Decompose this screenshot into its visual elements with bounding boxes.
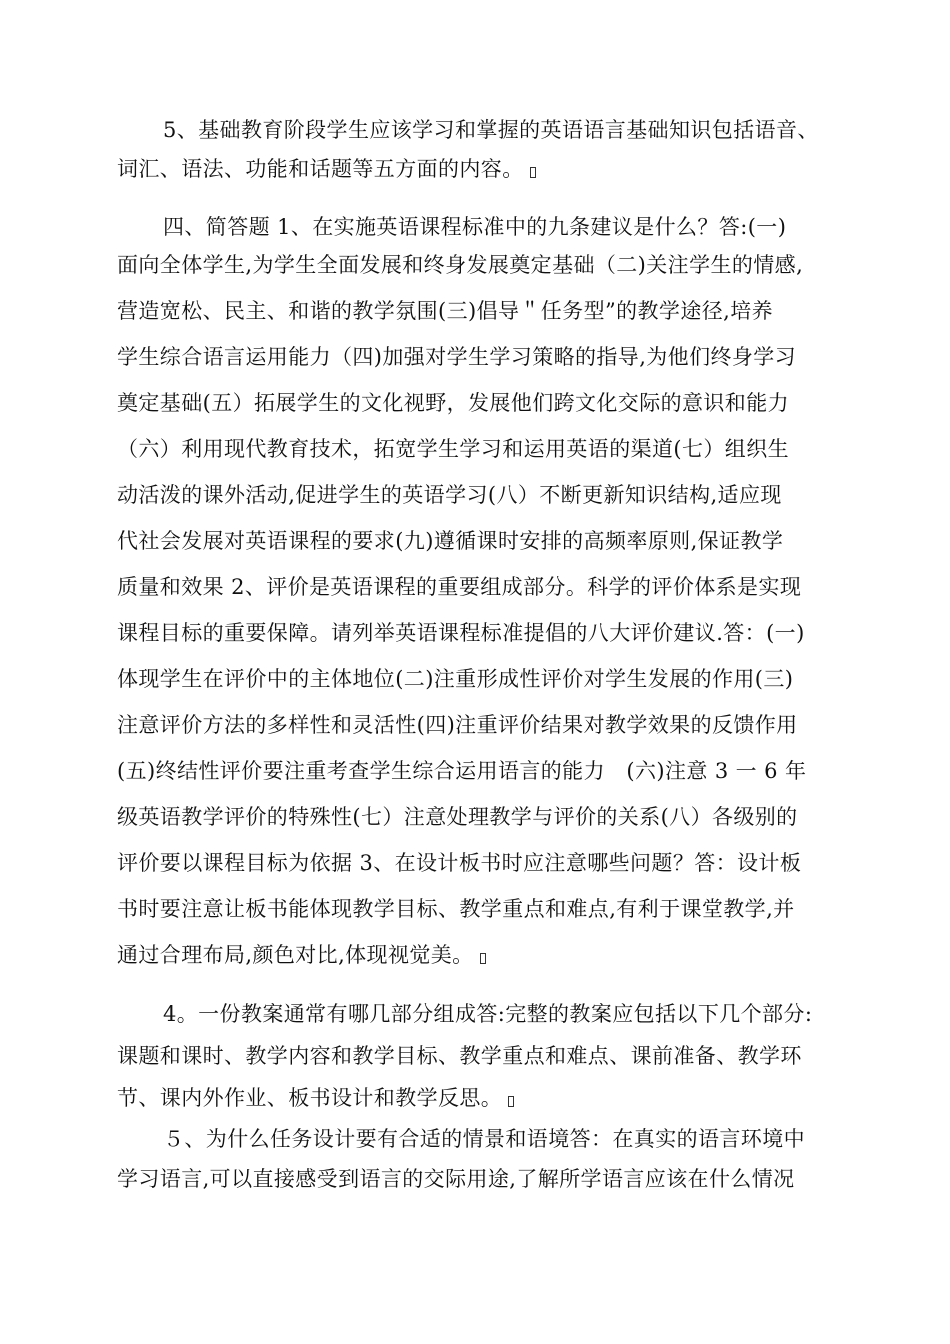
text-line-content: 体现学生在评价中的主体地位(二)注重形成性评价对学生发展的作用(三) [117,667,794,691]
text-line-content: 课题和课时、教学内容和教学目标、教学重点和难点、课前准备、教学环 [117,1044,802,1068]
paragraph-mark-icon [530,167,536,178]
text-line [117,389,789,417]
text-line-content: 面向全体学生,为学生全面发展和终身发展奠定基础（二)关注学生的情感, [117,253,804,277]
text-line-content: (五)终结性评价要注重考查学生综合运用语言的能力 (六)注意 3 一 6 年 [117,759,807,783]
text-line-content: 5、基础教育阶段学生应该学习和掌握的英语语言基础知识包括语音、 [163,118,819,142]
text-line [117,757,806,785]
text-line [117,1042,802,1070]
text-line-content: 节、课内外作业、板书设计和教学反思。 [117,1086,503,1110]
text-line [117,619,805,647]
text-line [163,116,819,144]
text-line-content: 通过合理布局,颜色对比,体现视觉美。 [117,943,474,967]
text-line [117,711,798,739]
text-line [117,665,793,693]
text-line [117,895,795,923]
text-line [117,941,486,969]
text-line [117,573,801,601]
text-line [117,343,796,371]
text-line-content: ５、为什么任务设计要有合适的情景和语境答：在真实的语言环境中 [163,1127,805,1151]
text-line [117,481,782,509]
text-line [163,213,786,241]
text-line-content: 课程目标的重要保障。请列举英语课程标准提倡的八大评价建议.答：(一) [117,621,805,645]
text-line-content: 营造宽松、民主、和谐的教学氛围(三)倡导＂任务型”的教学途径,培养 [117,299,773,323]
text-line-content: 质量和效果 2、评价是英语课程的重要组成部分。科学的评价体系是实现 [117,575,802,599]
text-line [117,435,789,463]
text-line-content: 动活泼的课外活动,促进学生的英语学习(八）不断更新知识结构,适应现 [117,483,782,507]
text-line-content: 奠定基础(五）拓展学生的文化视野，发展他们跨文化交际的意识和能力 [117,391,789,415]
text-line-content: 代社会发展对英语课程的要求(九)遵循课时安排的高频率原则,保证教学 [117,529,784,553]
paragraph-mark-icon [480,953,486,964]
text-line-content: 4。一份教案通常有哪几部分组成答:完整的教案应包括以下几个部分: [163,1002,813,1026]
text-line [163,1000,812,1028]
text-line [117,527,783,555]
text-line-content: 四、简答题 1、在实施英语课程标准中的九条建议是什么？答:(一) [163,215,787,239]
text-line [117,1084,514,1112]
text-line [117,803,798,831]
paragraph-mark-icon [508,1096,514,1107]
text-line-content: 评价要以课程目标为依据 3、在设计板书时应注意哪些问题？答：设计板 [117,851,802,875]
text-line [117,297,773,325]
text-line [117,1165,795,1193]
text-line-content: 学生综合语言运用能力（四)加强对学生学习策略的指导,为他们终身学习 [117,345,797,369]
text-line-content: 级英语教学评价的特殊性(七）注意处理教学与评价的关系(八）各级别的 [117,805,798,829]
text-line [117,155,536,183]
text-line-content: （六）利用现代教育技术，拓宽学生学习和运用英语的渠道(七）组织生 [117,437,789,461]
text-line [163,1125,805,1153]
text-line-content: 注意评价方法的多样性和灵活性(四)注重评价结果对教学效果的反馈作用 [117,713,798,737]
text-line [117,849,801,877]
text-line-content: 书时要注意让板书能体现教学目标、教学重点和难点,有利于课堂教学,并 [117,897,795,921]
text-line-content: 词汇、语法、功能和话题等五方面的内容。 [117,157,524,181]
text-line-content: 学习语言,可以直接感受到语言的交际用途,了解所学语言应该在什么情况 [117,1167,795,1191]
text-line [117,251,803,279]
